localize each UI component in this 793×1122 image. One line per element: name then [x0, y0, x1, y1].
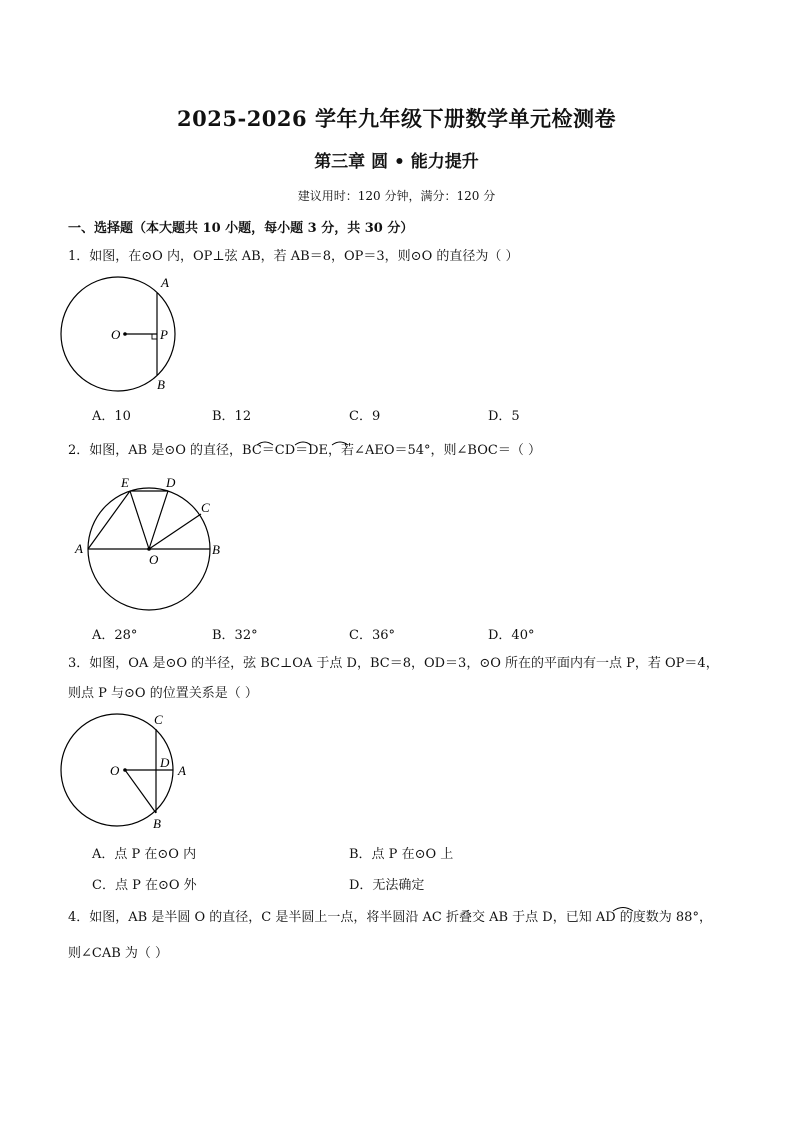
q1-option-b: B．12 — [212, 409, 252, 424]
exam-title: 2025-2026 学年九年级下册数学单元检测卷 — [177, 106, 616, 131]
fig3-label-c: C — [154, 712, 163, 727]
q3-option-c: C．点 P 在⊙O 外 — [92, 878, 197, 893]
fig2-label-b: B — [212, 542, 220, 557]
time-score-info: 建议用时：120 分钟，满分：120 分 — [297, 189, 496, 203]
question-2-figure — [70, 472, 230, 612]
chapter-subtitle: 第三章 圆 • 能力提升 — [314, 152, 479, 172]
fig1-label-p: P — [160, 327, 168, 342]
fig2-label-e: E — [121, 475, 129, 490]
q3-option-a: A．点 P 在⊙O 内 — [92, 847, 197, 862]
section-heading: 一、选择题（本大题共 10 小题，每小题 3 分，共 30 分） — [68, 221, 414, 236]
fig1-label-b: B — [157, 377, 165, 392]
question-3-text-line2: 则点 P 与⊙O 的位置关系是（ ） — [68, 686, 258, 701]
question-2-text: 2．如图，AB 是⊙O 的直径，BC＝CD＝DE，若∠AEO＝54°，则∠BOC＝（ ） — [68, 443, 541, 458]
q2-option-b: B．32° — [212, 628, 258, 643]
fig3-label-o: O — [110, 763, 120, 778]
fig2-label-c: C — [201, 500, 210, 515]
fig3-label-b: B — [153, 816, 161, 831]
q1-option-a: A．10 — [92, 409, 131, 424]
question-4-text-line2: 则∠CAB 为（ ） — [68, 946, 169, 961]
q2-option-c: C．36° — [349, 628, 395, 643]
q2-arc-marks — [253, 438, 353, 446]
fig1-label-a: A — [161, 275, 169, 290]
fig2-label-a: A — [75, 541, 83, 556]
fig2-label-o: O — [149, 552, 159, 567]
fig3-label-a: A — [178, 763, 186, 778]
question-4-text: 4．如图，AB 是半圆 O 的直径，C 是半圆上一点，将半圆沿 AC 折叠交 AB 于点 D，已知 AD 的度数为 88°， — [68, 910, 712, 925]
q3-option-b: B．点 P 在⊙O 上 — [349, 847, 454, 862]
question-1-figure — [60, 270, 200, 395]
fig3-label-d: D — [160, 755, 170, 770]
q2-option-a: A．28° — [92, 628, 138, 643]
fig2-label-d: D — [166, 475, 176, 490]
question-3-text: 3．如图，OA 是⊙O 的半径，弦 BC⊥OA 于点 D，BC＝8，OD＝3，⊙O 所在的平面内有一点 P，若 OP＝4， — [68, 656, 719, 671]
q4-arc-mark — [611, 904, 635, 912]
q2-option-d: D．40° — [488, 628, 535, 643]
q1-option-c: C．9 — [349, 409, 381, 424]
q3-option-d: D．无法确定 — [349, 878, 425, 893]
q1-option-d: D．5 — [488, 409, 520, 424]
fig1-label-o: O — [111, 327, 121, 342]
question-3-figure — [60, 710, 210, 835]
question-1-text: 1．如图，在⊙O 内，OP⊥弦 AB，若 AB＝8，OP＝3，则⊙O 的直径为（ ） — [68, 249, 519, 264]
